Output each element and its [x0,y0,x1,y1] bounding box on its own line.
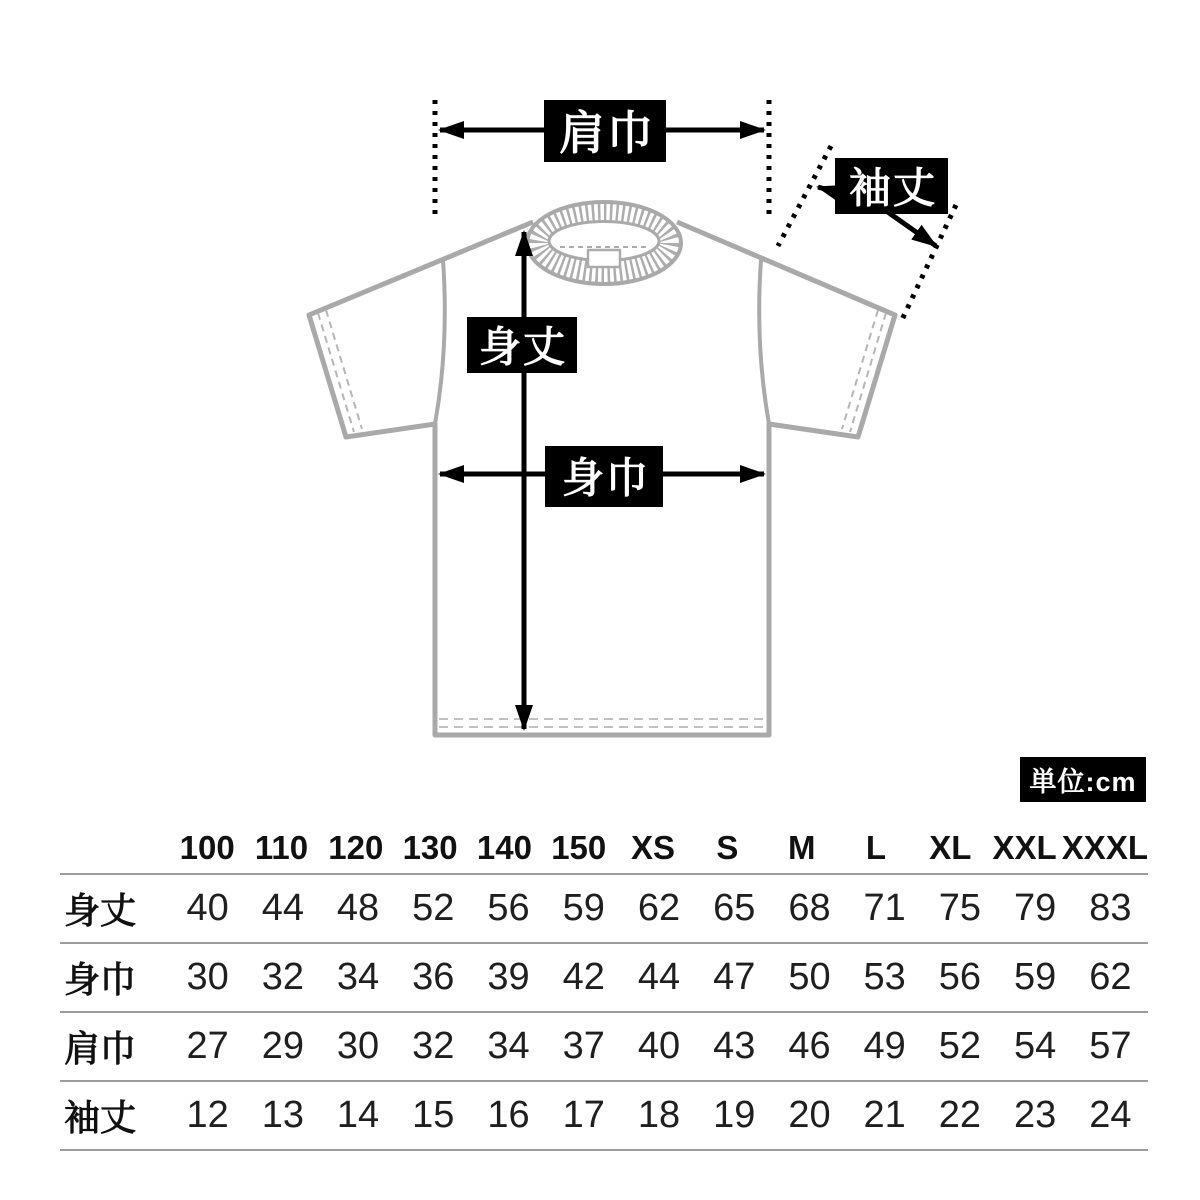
table-cell: 62 [1089,956,1132,998]
table-cell: 14 [336,1094,380,1136]
unit-badge: 単位:cm [1020,757,1146,802]
table-cell: 30 [336,1025,380,1067]
table-row-shoulder-width [60,1013,1148,1082]
table-row-body-width [60,944,1148,1013]
column-header: S [716,828,739,866]
table-cell: 16 [487,1094,530,1136]
table-cell: 50 [788,956,831,998]
row-label: 肩巾 [64,1028,137,1069]
table-cell: 40 [186,887,229,929]
column-header: M [787,828,816,866]
table-cell: 44 [637,956,681,998]
table-cell: 68 [788,887,831,929]
body-width-label: 身巾 [561,454,651,502]
table-cell: 30 [186,956,229,998]
table-cell: 22 [938,1094,982,1136]
table-cell: 53 [863,956,906,998]
table-cell: 59 [1014,956,1057,998]
table-cell: 32 [412,1025,455,1067]
sleeve-length-guide-lower [900,205,956,324]
column-header: L [865,828,887,866]
table-cell: 75 [938,887,982,929]
table-cell: 44 [261,887,304,929]
table-cell: 47 [713,956,756,998]
table-cell: 79 [1014,887,1057,929]
table-cell: 56 [938,956,982,998]
table-cell: 52 [412,887,455,929]
table-cell: 49 [863,1025,906,1067]
table-cell: 54 [1014,1025,1057,1067]
table-cell: 65 [713,887,756,929]
column-header: XXXL [1061,828,1148,866]
size-table-header-row [60,822,1148,875]
sleeve-length-guide-upper [778,146,831,246]
table-cell: 12 [186,1094,229,1136]
row-label: 身丈 [64,890,137,931]
table-corner-cell [60,822,170,873]
size-table [60,822,1148,1151]
table-cell: 52 [938,1025,982,1067]
table-cell: 83 [1089,887,1132,929]
neck-tag [588,250,620,267]
table-cell: 32 [261,956,304,998]
column-header: 140 [476,828,532,866]
table-cell: 19 [713,1094,756,1136]
table-cell: 62 [637,887,681,929]
table-cell: 21 [863,1094,906,1136]
table-cell: 57 [1089,1025,1132,1067]
table-cell: 43 [713,1025,756,1067]
row-label: 袖丈 [64,1097,137,1138]
table-cell: 59 [562,887,605,929]
body-length-label: 身丈 [478,323,568,371]
column-header: XS [631,828,676,866]
column-header: 100 [179,828,235,866]
table-cell: 13 [261,1094,304,1136]
column-header: 150 [551,828,607,866]
table-cell: 46 [788,1025,831,1067]
table-cell: 27 [186,1025,229,1067]
table-cell: 36 [412,956,455,998]
table-cell: 34 [336,956,380,998]
table-row-sleeve-length [60,1082,1148,1151]
table-cell: 42 [562,956,605,998]
table-cell: 24 [1089,1094,1132,1136]
table-cell: 39 [487,956,530,998]
column-header: XXL [992,828,1057,866]
table-cell: 29 [261,1025,304,1067]
column-header: 120 [328,828,384,866]
table-cell: 56 [487,887,530,929]
table-row-body-length [60,875,1148,944]
column-header: XL [929,828,972,866]
column-header: 110 [254,828,309,866]
column-header: 130 [402,828,458,866]
table-cell: 37 [562,1025,605,1067]
table-cell: 71 [863,887,906,929]
table-cell: 15 [412,1094,455,1136]
table-cell: 34 [487,1025,530,1067]
table-cell: 40 [637,1025,681,1067]
table-cell: 18 [637,1094,681,1136]
sleeve-length-label: 袖丈 [848,164,938,212]
shoulder-width-label: 肩巾 [559,107,655,159]
row-label: 身巾 [64,959,137,1000]
table-cell: 17 [562,1094,605,1136]
table-cell: 23 [1014,1094,1057,1136]
table-cell: 48 [336,887,380,929]
table-cell: 20 [788,1094,831,1136]
